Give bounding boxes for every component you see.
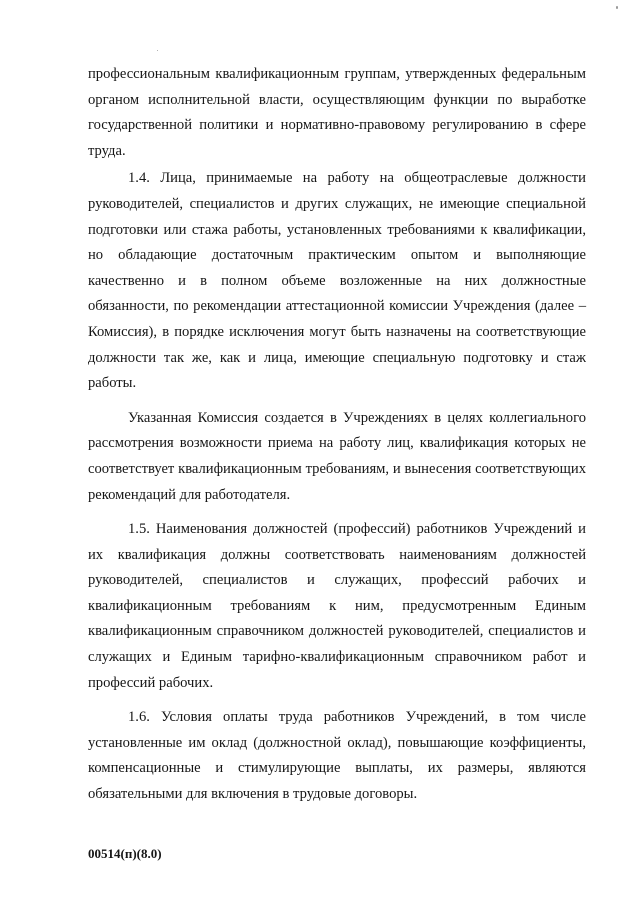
scan-speck-top-right bbox=[616, 6, 618, 9]
paragraph-commission: Указанная Комиссия создается в Учреждениях в целях коллегиального рассмотрения возможности приема на работу лиц, квалификация которых не соответствует квалификационным требованиям, и вынесения соответствующих рекомендаций для работодателя. bbox=[88, 409, 586, 503]
paragraph-1-6: 1.6. Условия оплаты труда работников Учреждений, в том числе установленные им оклад (должностной оклад), повышающие коэффициенты, компенсационные и стимулирующие выплаты, их размеры, являются обязательными для включения в трудовые договоры. bbox=[88, 709, 586, 803]
document-code: 00514(п)(8.0) bbox=[88, 846, 162, 861]
paragraph-continuation: профессиональным квалификационным группам, утвержденных федеральным органом исполнительной власти, осуществляющим функции по выработке государственной политики и нормативно-правовому регулированию в сфере труда. bbox=[88, 66, 586, 159]
paragraph-1-4: 1.4. Лица, принимаемые на работу на общеотраслевые должности руководителей, специалистов и других служащих, не имеющие специальной подготовки или стажа работы, установленных требованиями к квалификации, но обладающие достаточным практическим опытом и выполняющие качественно и в полном объеме возложенные на них должностные обязанности, по рекомендации аттестационной комиссии Учреждения (далее – Комиссия), в порядке исключения могут быть назначены на соответствующие должности так же, как и лица, имеющие специальную подготовку и стаж работы. bbox=[88, 170, 586, 392]
document-body bbox=[88, 62, 586, 808]
scan-speck-top-left bbox=[157, 50, 158, 51]
paragraph-1-5: 1.5. Наименования должностей (профессий) работников Учреждений и их квалификация должны соответствовать наименованиям должностей руководителей, специалистов и служащих, профессий рабочих и квалификационным требованиям к ним, предусмотренным Единым квалификационным справочником должностей руководителей, специалистов и служащих и Единым тарифно-квалификационным справочником работ и профессий рабочих. bbox=[88, 521, 586, 691]
